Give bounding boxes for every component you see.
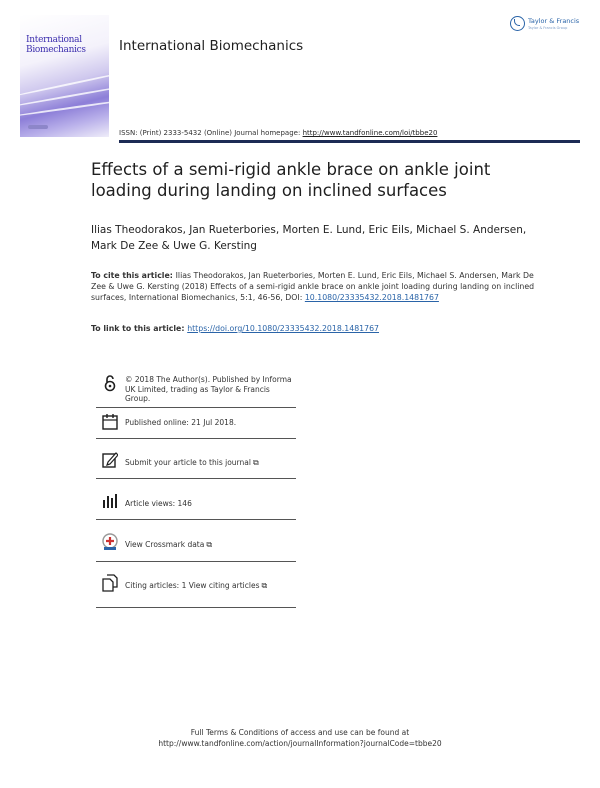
citation-label: To cite this article: (91, 271, 176, 280)
row-divider (96, 438, 296, 439)
crossmark-text: View Crossmark data (125, 540, 205, 549)
copy-documents-icon (102, 574, 118, 592)
publisher-logo-name: Taylor & Francis (528, 17, 580, 25)
link-label: To link to this article: (91, 324, 188, 333)
journal-cover-image (20, 15, 109, 137)
cover-journal-title: International Biomechanics (26, 35, 86, 55)
header-rule (119, 140, 580, 143)
row-divider (96, 519, 296, 520)
external-link-icon: ⧉ (252, 458, 259, 467)
issn-line (119, 129, 437, 137)
citing-articles-text: Citing articles: 1 View citing articles (125, 581, 260, 590)
row-divider (96, 407, 296, 408)
footer-terms-text: Full Terms & Conditions of access and use can be found at (190, 728, 410, 737)
citation-block (91, 270, 537, 303)
cover-wave (20, 71, 109, 98)
journal-name[interactable]: International Biomechanics (119, 38, 304, 54)
article-views-text: Article views: 146 (125, 499, 192, 508)
row-divider (96, 607, 296, 608)
external-link-icon: ⧉ (206, 540, 213, 549)
footer-terms-link[interactable]: http://www.tandfonline.com/action/journalInformation?journalCode=tbbe20 (158, 739, 442, 748)
article-doi-url-link[interactable]: https://doi.org/10.1080/23335432.2018.1481767 (187, 324, 379, 333)
crossmark-link[interactable] (125, 540, 297, 550)
citation-text: Ilias Theodorakos, Jan Rueterbories, Morten E. Lund, Eric Eils, Michael S. Andersen, Mark De Zee & Uwe G. Kersting (2018) Effects of a semi-rigid ankle brace on ankle joint loading during landing on inclined surfaces, International Biomechanics, 5:1, 46-56, DOI: (91, 271, 535, 302)
taylor-francis-logo-icon (510, 16, 525, 31)
citing-articles-link[interactable] (125, 581, 297, 591)
edit-icon (102, 451, 118, 469)
article-title: Effects of a semi-rigid ankle brace on ankle joint loading during landing on inclined surfaces (91, 160, 491, 200)
open-access-icon (102, 374, 118, 392)
link-line (91, 324, 537, 333)
calendar-icon (102, 413, 118, 431)
article-authors: Ilias Theodorakos, Jan Rueterbories, Morten E. Lund, Eric Eils, Michael S. Andersen, Mark De Zee & Uwe G. Kersting (91, 224, 527, 252)
crossmark-icon (102, 533, 118, 551)
submit-article-text: Submit your article to this journal (125, 458, 251, 467)
row-divider (96, 561, 296, 562)
publisher-logo[interactable] (510, 15, 585, 35)
doi-link[interactable]: 10.1080/23335432.2018.1481767 (304, 293, 439, 302)
issn-text: ISSN: (Print) 2333-5432 (Online) Journal homepage: (119, 129, 303, 137)
cover-publisher-logo (28, 125, 48, 129)
bar-chart-icon (102, 492, 118, 510)
published-text: Published online: 21 Jul 2018. (125, 418, 237, 427)
license-text: © 2018 The Author(s). Published by Informa UK Limited, trading as Taylor & Francis Group. (125, 375, 292, 403)
footer (0, 727, 600, 749)
submit-article-link[interactable] (125, 458, 297, 468)
external-link-icon: ⧉ (261, 581, 268, 590)
publisher-logo-sub: Taylor & Francis Group (528, 26, 568, 30)
journal-homepage-link[interactable]: http://www.tandfonline.com/loi/tbbe20 (302, 129, 438, 137)
row-divider (96, 478, 296, 479)
